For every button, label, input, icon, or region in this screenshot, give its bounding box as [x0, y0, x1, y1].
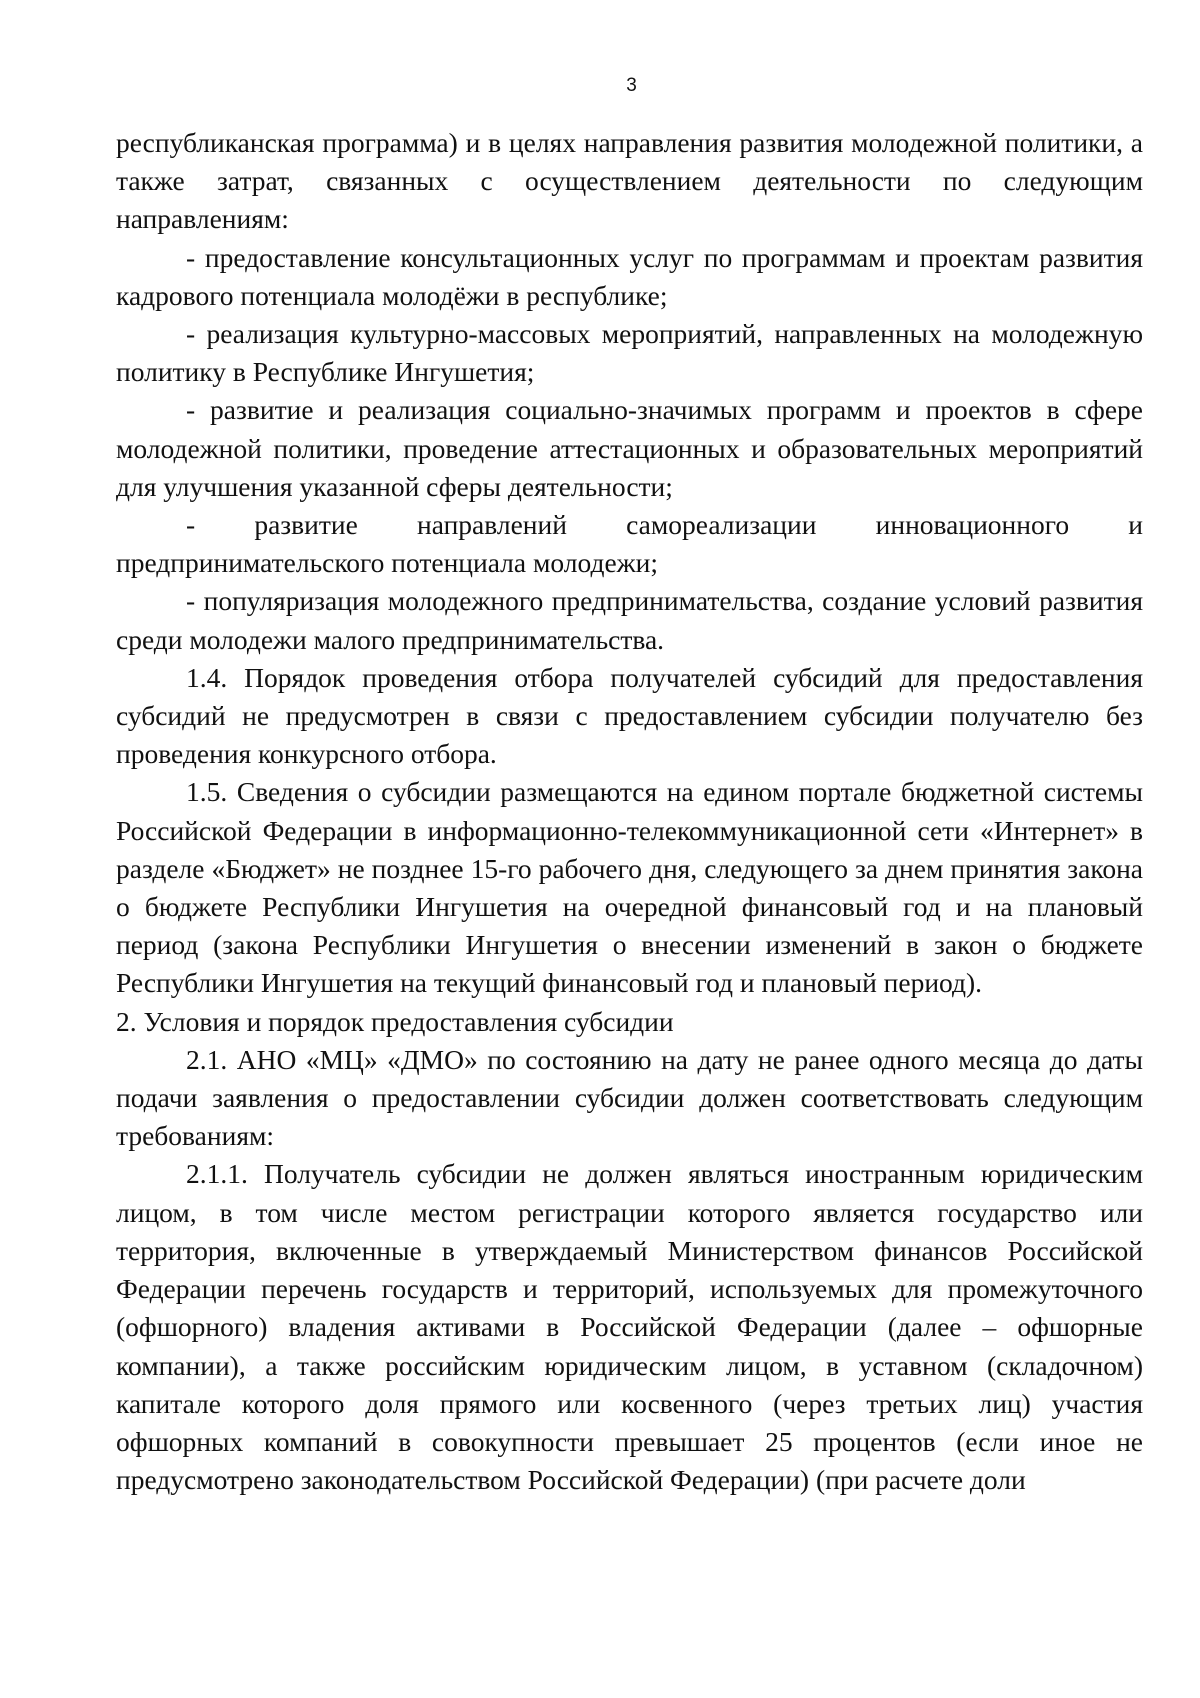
list-item-social-programs: - развитие и реализация социально-значимых программ и проектов в сфере молодежной политики, проведение аттестационных и образовательных мероприятий для улучшения указанной сферы деятельности;: [116, 394, 1143, 502]
clause-2-1: 2.1. АНО «МЦ» «ДМО» по состоянию на дату не ранее одного месяца до даты подачи заявления о предоставлении субсидии должен соответствовать следующим требованиям:: [116, 1043, 1143, 1152]
list-item-self-realization: - развитие направлений самореализации инновационного и предпринимательского потенциала молодежи;: [116, 509, 1143, 579]
list-item-cultural-events: - реализация культурно-массовых мероприятий, направленных на молодежную политику в Республике Ингушетия;: [116, 318, 1143, 388]
clause-1-4: 1.4. Порядок проведения отбора получателей субсидий для предоставления субсидий не предусмотрен в связи с предоставлением субсидии получателю без проведения конкурсного отбора.: [116, 661, 1143, 770]
list-item-consulting: - предоставление консультационных услуг по программам и проектам развития кадрового потенциала молодёжи в республике;: [116, 241, 1143, 311]
section-heading: 2. Условия и порядок предоставления субсидии: [116, 1005, 674, 1037]
clause-1-5: 1.5. Сведения о субсидии размещаются на едином портале бюджетной системы Российской Федерации в информационно-телекоммуникационной сети «Интернет» в разделе «Бюджет» не позднее 15-го рабочего дня, следующего за днем принятия закона о бюджете Республики Ингушетия на очередной финансовый год и на плановый период (закона Республики Ингушетия о внесении изменений в закон о бюджете Республики Ингушетия на текущий финансовый год и плановый период).: [116, 776, 1143, 999]
document-body: [116, 124, 1143, 1499]
paragraph-continuation: республиканская программа) и в целях направления развития молодежной политики, а также затрат, связанных с осуществлением деятельности по следующим направлениям:: [116, 127, 1143, 235]
page-number: 3: [626, 75, 637, 96]
list-item-entrepreneurship: - популяризация молодежного предпринимательства, создание условий развития среди молодежи малого предпринимательства.: [116, 585, 1143, 655]
clause-2-1-1: 2.1.1. Получатель субсидии не должен являться иностранным юридическим лицом, в том числе местом регистрации которого является государство или территория, включенные в утверждаемый Министерством финансов Российской Федерации перечень государств и территорий, используемых для промежуточного (офшорного) владения активами в Российской Федерации (далее – офшорные компании), а также российским юридическим лицом, в уставном (складочном) капитале которого доля прямого или косвенного (через третьих лиц) участия офшорных компаний в совокупности превышает 25 процентов (если иное не предусмотрено законодательством Российской Федерации) (при расчете доли: [116, 1158, 1143, 1496]
